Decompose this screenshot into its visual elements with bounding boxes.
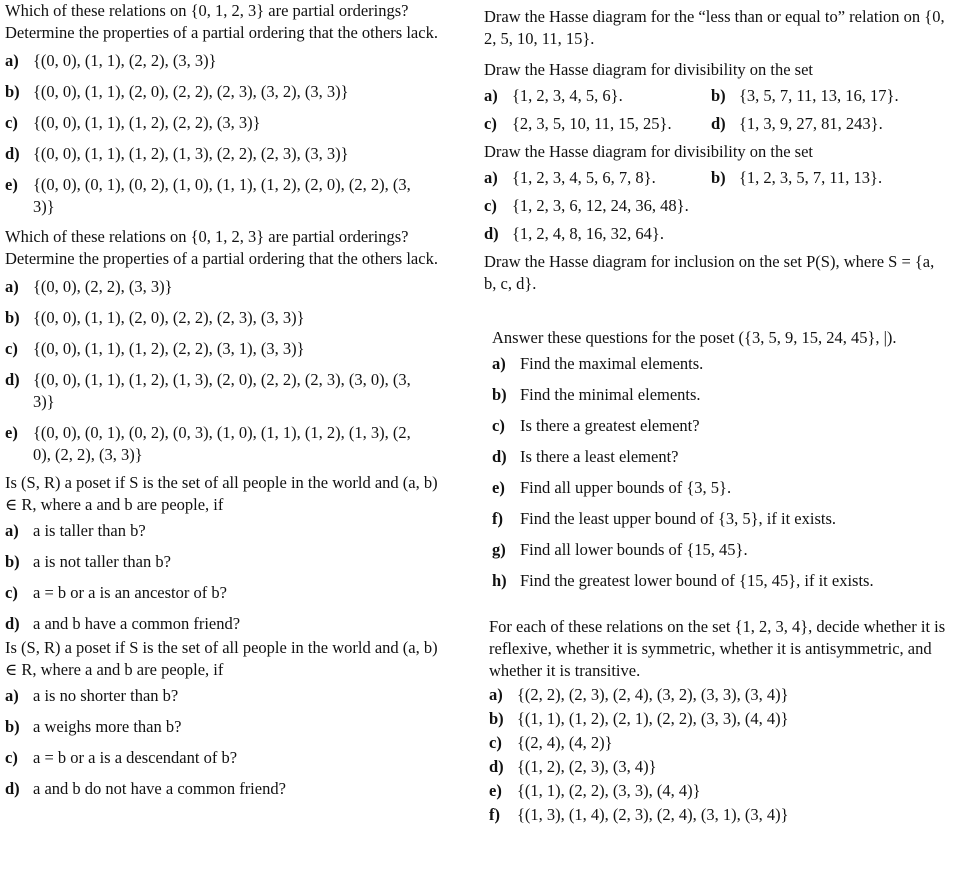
list-item: f) Find the least upper bound of {3, 5}, if it exists. — [492, 509, 837, 528]
list-item: b) {(1, 1), (1, 2), (2, 1), (2, 2), (3, 3), (4, 4)} — [489, 709, 789, 728]
list-item: d) {1, 2, 4, 8, 16, 32, 64}. — [484, 224, 664, 243]
list-item: b) {1, 2, 3, 5, 7, 11, 13}. — [711, 168, 883, 187]
list-item: c) a = b or a is a descendant of b? — [5, 748, 238, 767]
list-item: a) a is taller than b? — [5, 521, 146, 540]
list-item: b) {(0, 0), (1, 1), (2, 0), (2, 2), (2, 3), (3, 3)} — [5, 308, 305, 327]
left-column — [5, 0, 453, 800]
exercise-hasse-leq: Draw the Hasse diagram for the “less than or equal to” relation on {0, 2, 5, 10, 11, 15}. — [484, 7, 945, 48]
exercise-stem: Which of these relations on {0, 1, 2, 3} are partial orderings? Determine the properties of a partial ordering that the others lack. — [5, 1, 438, 42]
list-item: b) a is not taller than b? — [5, 552, 171, 571]
list-item: d) a and b do not have a common friend? — [5, 779, 286, 798]
exercise-stem: Which of these relations on {0, 1, 2, 3} are partial orderings? Determine the properties of a partial ordering that the others lack. — [5, 227, 438, 268]
exercise-partial-order-2 — [5, 226, 453, 466]
right-column — [484, 6, 949, 826]
list-item: c) {1, 2, 3, 6, 12, 24, 36, 48}. — [484, 196, 689, 215]
list-item: a) {1, 2, 3, 4, 5, 6}. — [484, 86, 623, 105]
list-item: c) {(0, 0), (1, 1), (1, 2), (2, 2), (3, 1), (3, 3)} — [5, 339, 305, 358]
exercise-stem: Draw the Hasse diagram for divisibility on the set — [484, 60, 814, 79]
list-item: g) Find all lower bounds of {15, 45}. — [492, 540, 748, 559]
list-item: h) Find the greatest lower bound of {15, 45}, if it exists. — [492, 571, 874, 590]
list-item: d) {(0, 0), (1, 1), (1, 2), (1, 3), (2, 2), (2, 3), (3, 3)} — [5, 144, 349, 163]
list-item: a) a is no shorter than b? — [5, 686, 179, 705]
list-item: d) a and b have a common friend? — [5, 614, 241, 633]
list-item: a) {(2, 2), (2, 3), (2, 4), (3, 2), (3, 3), (3, 4)} — [489, 685, 789, 704]
list-item: e) Find all upper bounds of {3, 5}. — [492, 478, 732, 497]
list-item: c) {(2, 4), (4, 2)} — [489, 733, 613, 752]
exercise-poset-people-1 — [5, 472, 453, 635]
list-item: b) a weighs more than b? — [5, 717, 182, 736]
list-item: a) {1, 2, 3, 4, 5, 6, 7, 8}. — [484, 168, 656, 187]
exercise-hasse-powerset: Draw the Hasse diagram for inclusion on the set P(S), where S = {a, b, c, d}. — [484, 252, 935, 293]
list-item: c) Is there a greatest element? — [492, 416, 700, 435]
exercise-stem: Draw the Hasse diagram for divisibility on the set — [484, 142, 814, 161]
exercise-relation-properties — [484, 616, 949, 826]
exercise-stem: Is (S, R) a poset if S is the set of all people in the world and (a, b) ∈ R, where a and b are people, if — [5, 473, 438, 514]
exercise-poset-people-2 — [5, 637, 453, 800]
list-item: a) Find the maximal elements. — [492, 354, 704, 373]
list-item: e) {(0, 0), (0, 1), (0, 2), (0, 3), (1, 0), (1, 1), (1, 2), (1, 3), (2, 0), (2, 2), (3, 3)} — [5, 423, 411, 464]
list-item: a) {(0, 0), (2, 2), (3, 3)} — [5, 277, 173, 296]
exercise-partial-order-1 — [5, 0, 453, 218]
exercise-stem: Is (S, R) a poset if S is the set of all people in the world and (a, b) ∈ R, where a and b are people, if — [5, 638, 438, 679]
list-item: c) a = b or a is an ancestor of b? — [5, 583, 227, 602]
list-item: f) {(1, 3), (1, 4), (2, 3), (2, 4), (3, 1), (3, 4)} — [489, 805, 789, 824]
list-item: c) {(0, 0), (1, 1), (1, 2), (2, 2), (3, 3)} — [5, 113, 261, 132]
list-item: b) {(0, 0), (1, 1), (2, 0), (2, 2), (2, 3), (3, 2), (3, 3)} — [5, 82, 349, 101]
list-item: c) {2, 3, 5, 10, 11, 15, 25}. — [484, 114, 672, 133]
list-item: d) {1, 3, 9, 27, 81, 243}. — [711, 114, 883, 133]
exercise-poset-questions — [484, 327, 949, 592]
list-item: e) {(0, 0), (0, 1), (0, 2), (1, 0), (1, 1), (1, 2), (2, 0), (2, 2), (3, 3)} — [5, 175, 411, 216]
list-item: b) Find the minimal elements. — [492, 385, 701, 404]
list-item: d) {(1, 2), (2, 3), (3, 4)} — [489, 757, 657, 776]
exercise-stem: For each of these relations on the set {1, 2, 3, 4}, decide whether it is reflexive, whether it is symmetric, whether it is antisymmetric, and whether it is transitive. — [489, 617, 946, 680]
list-item: d) {(0, 0), (1, 1), (1, 2), (1, 3), (2, 0), (2, 2), (2, 3), (3, 0), (3, 3)} — [5, 370, 411, 411]
list-item: e) {(1, 1), (2, 2), (3, 3), (4, 4)} — [489, 781, 701, 800]
list-item: b) {3, 5, 7, 11, 13, 16, 17}. — [711, 86, 899, 105]
exercise-hasse-divisibility-1 — [484, 59, 949, 141]
list-item: d) Is there a least element? — [492, 447, 679, 466]
list-item: a) {(0, 0), (1, 1), (2, 2), (3, 3)} — [5, 51, 217, 70]
exercise-hasse-divisibility-2 — [484, 141, 949, 245]
exercise-stem: Answer these questions for the poset ({3, 5, 9, 15, 24, 45}, |). — [492, 328, 897, 347]
